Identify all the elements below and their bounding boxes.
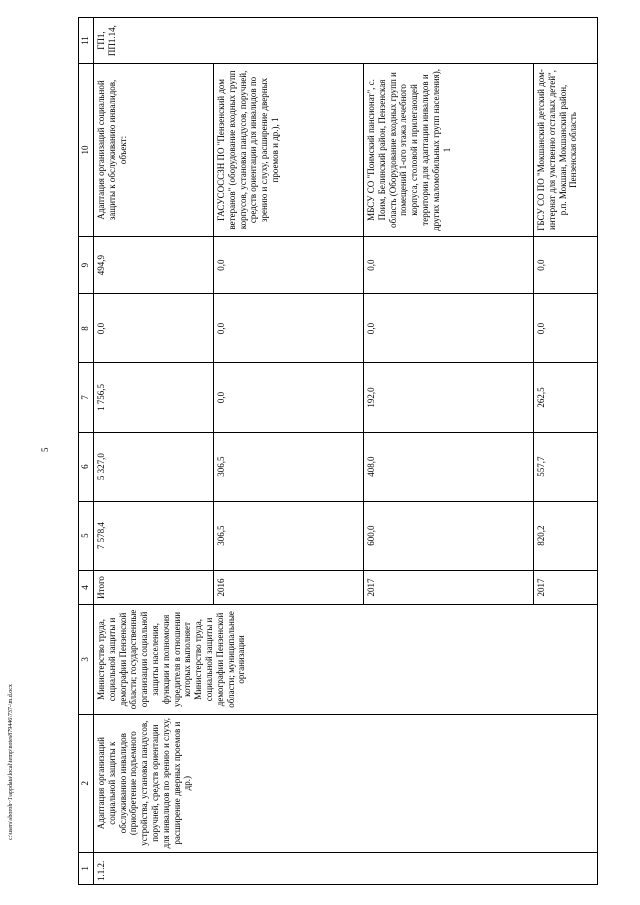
- total-c7: 1 756,5: [94, 363, 214, 432]
- value-c7: 0,0: [214, 363, 364, 432]
- indicator: Адаптация организаций социальной защиты к обслуживанию инвалидов, объект:: [94, 64, 214, 237]
- value-c8: 0,0: [364, 294, 534, 363]
- object-description: ГАСУСОССЗН ПО "Пензенский дом ветеранов" (оборудование входных групп корпусов, установка пандусов, поручней, средств ориентации для инвалидов по зрению и слуху, расширение дверных проемов и др.), 1: [214, 64, 364, 237]
- value-c6: 306,5: [214, 432, 364, 501]
- header-cell: 8: [79, 294, 94, 363]
- value-c8: 0,0: [534, 294, 598, 363]
- value-c7: 262,5: [534, 363, 598, 432]
- value-c5: 820,2: [534, 501, 598, 570]
- value-c6: 408,0: [364, 432, 534, 501]
- year: 2016: [214, 570, 364, 605]
- object-description: МБСУ СО "Поимский пансионат", с. Поим, Белинский район, Пензенская область (Оборудование входных групп и помещений 1-ого этажа лечебного корпуса, столовой и прилегающей территории для адаптации инвалидов и других маломобильных групп населения), 1: [364, 64, 534, 237]
- program-table-container: [78, 17, 598, 885]
- value-c6: 557,7: [534, 432, 598, 501]
- header-cell: 2: [79, 714, 94, 852]
- value-c8: 0,0: [214, 294, 364, 363]
- value-c9: 0,0: [364, 236, 534, 294]
- header-cell: 3: [79, 605, 94, 714]
- header-cell: 10: [79, 64, 94, 237]
- object-description: ГБСУ СО ПО "Мокшанский детский дом-интернат для умственно отсталых детей", р.п. Мокшан, Мокшанский район, Пензенская область: [534, 64, 598, 237]
- table-row: [94, 18, 214, 885]
- total-c5: 7 578,4: [94, 501, 214, 570]
- total-c8: 0,0: [94, 294, 214, 363]
- total-c6: 5 327,0: [94, 432, 214, 501]
- total-label: Итого: [94, 570, 214, 605]
- value-c9: 0,0: [214, 236, 364, 294]
- row-number: 1.1.2.: [94, 852, 598, 884]
- program-table: [78, 17, 598, 885]
- measure-name: Адаптация организаций социальной защиты к обслуживанию инвалидов (приобретение подъемного устройства, установка пандусов, поручней, средств ориентации для инвалидов по зрению и слуху, расширение дверных проемов и др.): [94, 714, 598, 852]
- header-row: [79, 18, 94, 885]
- footer-path: c:\users\sboroh~1\appdata\local\temp\notes879446\737-\m.d.ocx: [8, 684, 14, 840]
- value-c9: 0,0: [534, 236, 598, 294]
- header-cell: 5: [79, 501, 94, 570]
- header-cell: 4: [79, 570, 94, 605]
- header-cell: 11: [79, 18, 94, 64]
- value-c5: 306,5: [214, 501, 364, 570]
- code: ГП1, ПП1.14,: [94, 18, 598, 64]
- value-c5: 600,0: [364, 501, 534, 570]
- header-cell: 7: [79, 363, 94, 432]
- executor: Министерство труда, социальной защиты и демографии Пензенской области; государственные организации социальной защиты населения, функции и полномочия учредителя в отношении которых выполняет Министерство труда, социальной защиты и демографии Пензенской области; муниципальные организации: [94, 605, 598, 714]
- total-c9: 494,9: [94, 236, 214, 294]
- value-c7: 192,0: [364, 363, 534, 432]
- header-cell: 6: [79, 432, 94, 501]
- page-number: 5: [40, 447, 50, 452]
- year: 2017: [534, 570, 598, 605]
- header-cell: 1: [79, 852, 94, 884]
- year: 2017: [364, 570, 534, 605]
- header-cell: 9: [79, 236, 94, 294]
